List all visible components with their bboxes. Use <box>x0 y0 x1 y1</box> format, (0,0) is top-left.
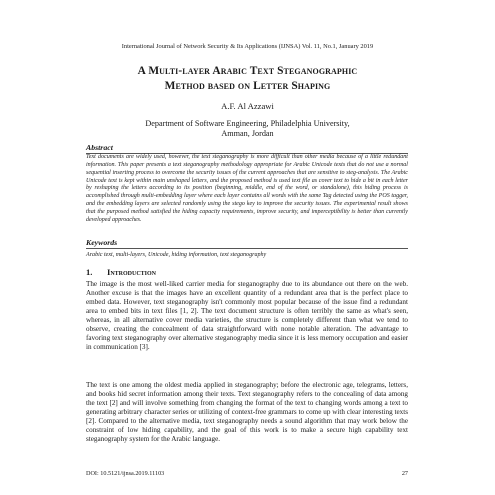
keywords-divider <box>86 248 408 249</box>
intro-paragraph-1: The image is the most well-liked carrier media for steganography due to its abundance out there on the web. Another excuse is that the images have an excellent quantity of a redundant area that is the perfect place to embed data. However, text steganography isn't commonly most popular because of the issue find a redundant area to embed bits in text files [1, 2]. The text document structure is often terribly the same as what's seen, whereas, in all alternative cover media varieties, the structure is completely different than what we tend to observe, creating the concealment of data straightforward with none notable alteration. The advantage to favoring text steganography over alternative steganography media since it is less memory occupation and easier in communication [3]. <box>86 280 408 352</box>
section-heading-introduction <box>86 267 156 277</box>
section-title: Introduction <box>107 267 157 277</box>
affiliation-line-1: Department of Software Engineering, Philadelphia University, <box>145 119 350 128</box>
keywords-heading: Keywords <box>86 238 118 247</box>
footer-doi: DOI: 10.5121/ijnsa.2019.11103 <box>86 470 165 477</box>
journal-header: International Journal of Network Security & Its Applications (IJNSA) Vol. 11, No.1, January 2019 <box>121 43 374 50</box>
title-line-1: A Multi-layer Arabic Text Steganographic <box>137 65 358 77</box>
intro-paragraph-2: The text is one among the oldest media applied in steganography; before the electronic age, telegrams, letters, and books hid secret information among their texts. Text steganography refers to the concealing of data among the text [2] and will involve something from changing the format of the text to changing words among a text to generating arbitrary character series or utilizing of context-free grammars to come up with clear interesting texts [2]. Compared to the alternative media, text steganography needs a sound algorithm that may work below the constraint of low hiding capability, and the goal of this work is to make a secure high capability text steganography system for the Arabic language. <box>86 381 408 444</box>
title-line-2: Method based on Letter Shaping <box>164 79 331 92</box>
paper-title <box>40 64 455 93</box>
page-number: 27 <box>401 470 408 477</box>
keywords-text: Arabic text, multi-layers, Unicode, hiding information, text steganography <box>86 252 267 258</box>
abstract-text: Text documents are widely used, however, the text steganography is more difficult than other media because of a little redundant information. This paper presents a text steganography methodology appropriate for Arabic Unicode texts that do not use a normal sequential inserting process to overcome the security issues of the current approaches that are sensitive to steg-analysis. The Arabic Unicode text is kept within main unshaped letters, and the proposed method is used text file as cover text to hide a bit in each letter by reshaping the letters according to its position (beginning, middle, end of the word, or standalone), this hiding process is accomplished through multi-embedding layer where each layer contains all words with the same Tag detected using the POS tagger, and the embedding layers are selected randomly using the stego key to improve the security issues. The experimental result shows that the purposed method satisfied the hiding capacity requirements, improve security, and imperceptibility is better than currently developed approaches. <box>86 154 408 223</box>
abstract-heading: Abstract <box>86 143 113 152</box>
affiliation <box>80 119 415 139</box>
author-name: A.F. Al Azzawi <box>221 101 274 111</box>
section-number: 1. <box>86 267 93 277</box>
affiliation-line-2: Amman, Jordan <box>221 129 274 139</box>
